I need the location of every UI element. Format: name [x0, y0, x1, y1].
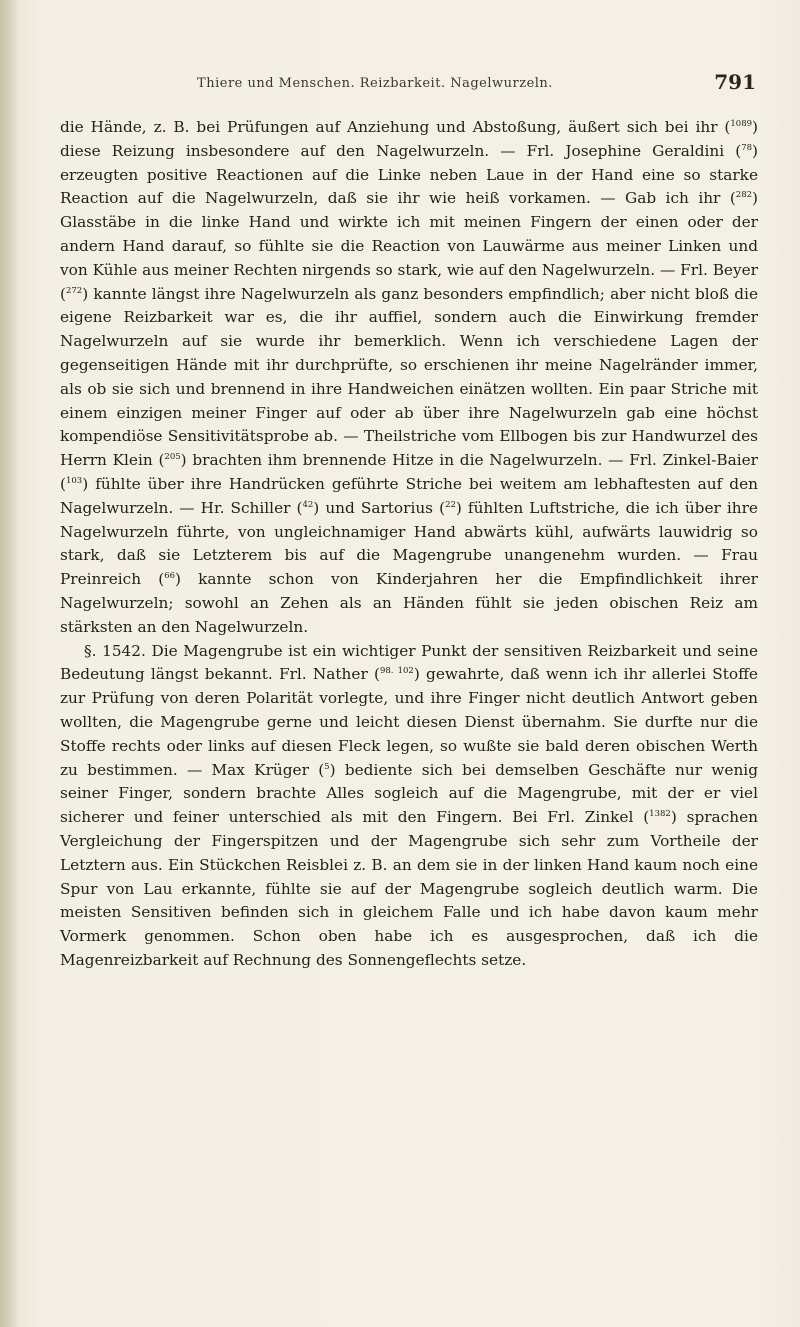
text-run: ) fühlte über ihre Handrücken geführte Striche bei weitem am lebhaftesten auf den Nagelwurzeln. — Hr. Schiller (	[60, 474, 758, 517]
page-edge-stain	[0, 0, 20, 1327]
page-header	[70, 70, 760, 104]
reference-number: 1382	[649, 809, 671, 820]
text-run: ) diese Reizung insbesondere auf den Nagelwurzeln. — Frl. Josephine Geraldini (	[60, 118, 758, 160]
text-run: ) bediente sich bei demselben Geschäfte nur wenig seiner Finger, sondern brachte Alles sogleich auf die Magengrube, mit der er viel sicherer und feiner unterschied als mit den Fingern. Bei Frl. Zinkel (	[60, 760, 758, 827]
text-run: ) kannte längst ihre Nagelwurzeln als ganz besonders empfindlich; aber nicht bloß die eigene Reizbarkeit war es, die ihr auffiel, sondern auch die Einwirkung fremder Nagelwurzeln auf sie wurde ihr bemerklich. Wenn ich verschiedene Lagen der gegenseitigen Hände mit ihr durchprüfte, so erschienen ihr meine Nagelränder immer, als ob sie sich und brennend in ihre Handweichen einätzen wollten. Ein paar Striche mit einem einzigen meiner Finger auf oder ab über ihre Nagelwurzeln gab eine höchst kompendiöse Sensitivitätsprobe ab. — Theilstriche vom Ellbogen bis zur Handwurzel des Herrn Klein (	[60, 284, 758, 470]
text-run: ) kannte schon von Kinderjahren her die Empfindlichkeit ihrer Nagelwurzeln; sowohl an Zehen als an Händen fühlt sie jeden obischen Reiz am stärksten an den Nagelwurzeln.	[60, 570, 758, 636]
text-run: ) gewahrte, daß wenn ich ihr allerlei Stoffe zur Prüfung von deren Polarität vorlegte, und ihre Finger nicht deutlich Antwort geben wollten, die Magengrube gerne und leicht diesen Dienst übernahm. Sie durfte nur die Stoffe rechts oder links auf diesen Fleck legen, so wußte sie bald deren obischen Werth zu bestimmen. — Max Krüger (	[60, 665, 758, 779]
reference-number: 282	[735, 190, 753, 201]
reference-number: 98. 102	[379, 666, 414, 677]
paragraph-magengrube	[60, 640, 758, 973]
text-run: ) und Sartorius (	[313, 498, 446, 517]
reference-number: 1089	[730, 119, 753, 129]
text-run: §. 1542. Die Magengrube ist ein wichtiger Punkt der sensitiven Reizbarkeit und seine Bedeutung längst bekannt. Frl. Nather (	[60, 641, 758, 684]
text-run: ) brachten ihm brennende Hitze in die Nagelwurzeln. — Frl. Zinkel-Baier (	[60, 451, 758, 493]
running-head: Thiere und Menschen. Reizbarkeit. Nagelwurzeln.	[197, 76, 553, 91]
reference-number: 272	[65, 285, 83, 296]
text-run: ) fühlten Luftstriche, die ich über ihre Nagelwurzeln führte, von ungleichnamiger Hand abwärts kühl, aufwärts lauwidrig so stark, daß sie Letzterem bis auf die Magengrube unangenehm wurden. — Frau Preinreich (	[60, 498, 758, 589]
reference-number: 22	[445, 499, 456, 510]
body-text	[60, 116, 758, 973]
paragraph-nagelwurzeln	[60, 116, 758, 640]
reference-number: 5	[324, 761, 330, 772]
reference-number: 205	[164, 452, 181, 463]
text-run: ) erzeugten positive Reactionen auf die Linke neben Laue in der Hand eine so starke Reaction auf die Nagelwurzeln, daß sie ihr wie heiß vorkamen. — Gab ich ihr (	[60, 141, 758, 208]
reference-number: 42	[302, 499, 314, 510]
text-run: ) sprachen Vergleichung der Fingerspitzen und der Magengrube sich sehr zum Vortheile der Letztern aus. Ein Stückchen Reisblei z. B. an dem sie in der linken Hand kaum noch eine Spur von Lau erkannte, fühlte sie auf der Magengrube sogleich deutlich warm. Die meisten Sensitiven befinden sich in gleichem Falle und ich habe davon kaum mehr Vormerk genommen. Schon oben habe ich es ausgesprochen, daß ich die Magenreizbarkeit auf Rechnung des Sonnengeflechts setze.	[60, 808, 758, 969]
text-run: ) Glasstäbe in die linke Hand und wirkte ich mit meinen Fingern der einen oder der andern Hand darauf, so fühlte sie die Reaction von Lauwärme aus meiner Linken und von Kühle aus meiner Rechten nirgends so stark, wie auf den Nagelwurzeln. — Frl. Beyer (	[60, 189, 758, 303]
page-number: 791	[714, 70, 756, 94]
reference-number: 66	[164, 571, 176, 582]
reference-number: 78	[741, 142, 753, 153]
reference-number: 103	[65, 475, 83, 486]
text-run: die Hände, z. B. bei Prüfungen auf Anziehung und Abstoßung, äußert sich bei ihr (	[60, 118, 731, 136]
